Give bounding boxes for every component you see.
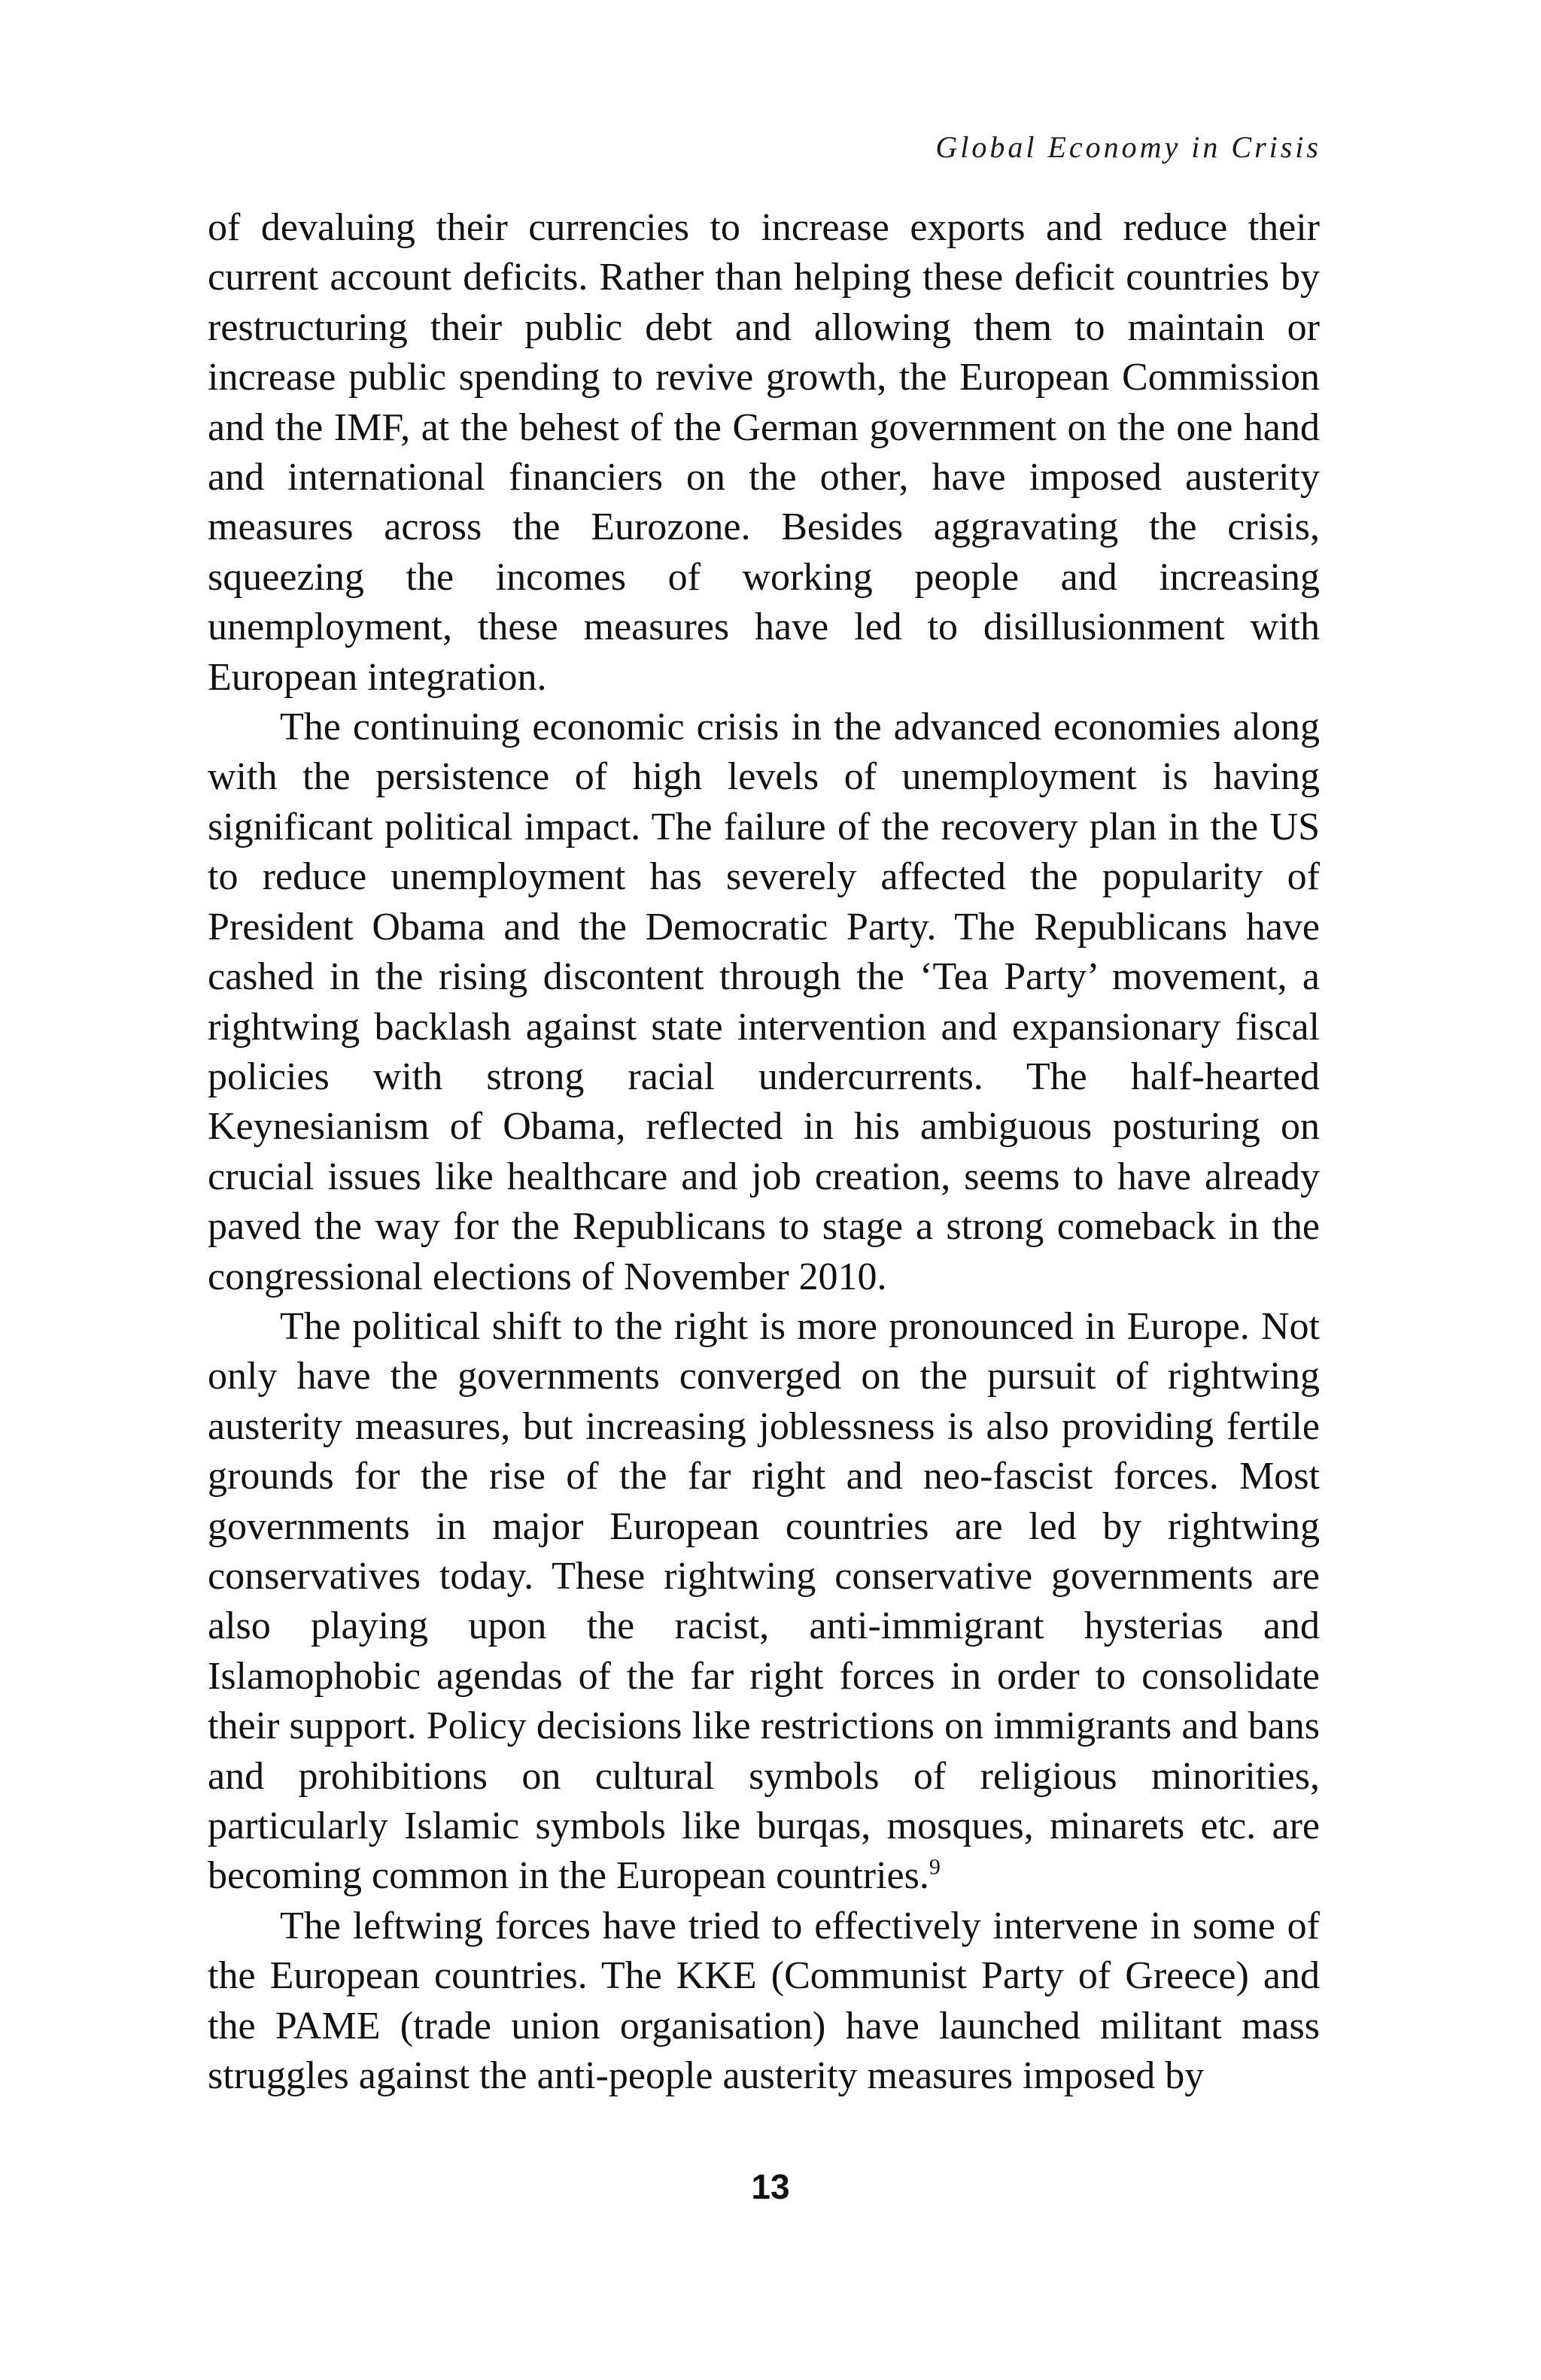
footnote-ref: 9: [929, 1855, 941, 1881]
paragraph-3: [208, 1302, 1320, 1902]
paragraph-1: of devaluing their currencies to increase exports and reduce their current account deficits. Rather than helping these deficit countries by restructuring their public debt and allowing them to maintain or increase public spending to revive growth, the European Commission and the IMF, at the behest of the German government on the one hand and international financiers on the other, have imposed austerity measures across the Eurozone. Besides aggravating the crisis, squeezing the incomes of working people and increasing unemployment, these measures have led to disillusionment with European integration.: [208, 206, 1320, 699]
running-head: Global Economy in Crisis: [935, 130, 1321, 164]
paragraph-2: The continuing economic crisis in the advanced economies along with the persistence of high levels of unemployment is having significant political impact. The failure of the recovery plan in the US to reduce unemployment has severely affected the popularity of President Obama and the Democratic Party. The Republicans have cashed in the rising discontent through the ‘Tea Party’ movement, a rightwing backlash against state intervention and expansionary fiscal policies with strong racial undercurrents. The half-hearted Keynesianism of Obama, reflected in his ambiguous posturing on crucial issues like healthcare and job creation, seems to have already paved the way for the Republicans to stage a strong comeback in the congressional elections of November 2010.: [208, 706, 1320, 1298]
paragraph-3-text: The political shift to the right is more pronounced in Europe. Not only have the governments converged on the pursuit of rightwing austerity measures, but increasing joblessness is also providing fertile grounds for the rise of the far right and neo-fascist forces. Most governments in major European countries are led by rightwing conservatives today. These rightwing conservative governments are also playing upon the racist, anti-immigrant hysterias and Islamophobic agendas of the far right forces in order to consolidate their support. Policy decisions like restrictions on immigrants and bans and prohibitions on cultural symbols of religious minorities, particularly Islamic symbols like burqas, mosques, minarets etc. are becoming common in the European countries.: [208, 1304, 1320, 1898]
paragraph-4: The leftwing forces have tried to effectively intervene in some of the European countries. The KKE (Communist Party of Greece) and the PAME (trade union organisation) have launched militant mass struggles against the anti-people austerity measures imposed by: [208, 1904, 1320, 2098]
page-number: 13: [751, 2167, 790, 2206]
body-text: [208, 203, 1320, 2101]
